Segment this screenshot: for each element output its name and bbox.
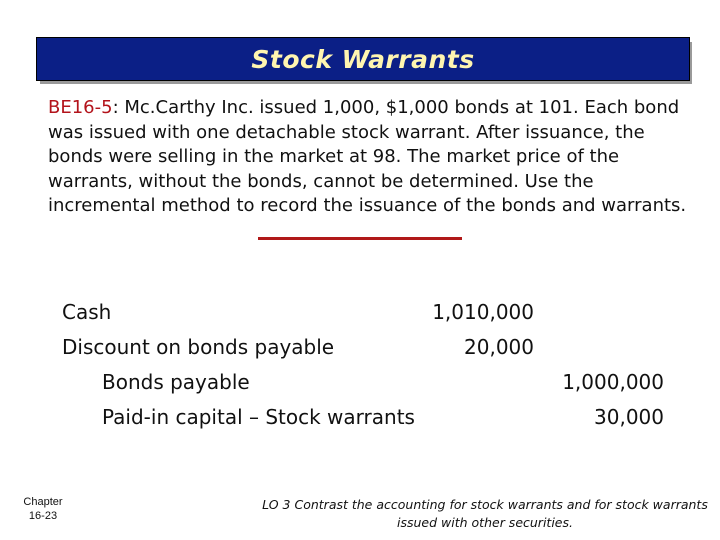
learning-objective: LO 3 Contrast the accounting for stock warrants and for stock warrants issued with other securities. [262,497,708,530]
debit-account-cash: Cash [62,300,112,324]
credit-account-bonds: Bonds payable [102,370,250,394]
problem-text: : Mc.Carthy Inc. issued 1,000, $1,000 bonds at 101. Each bond was issued with one detachable stock warrant. After issuance, the bonds were selling in the market at 98. The market price of the warrants, without the bonds, cannot be determined. Use the incremental method to record the issuance of the bonds and warrants. [48,97,687,216]
credit-amount-bonds: 1,000,000 [562,370,664,394]
debit-amount-discount: 20,000 [464,335,534,359]
slide-title: Stock Warrants [251,44,475,74]
credit-amount-warrants: 30,000 [594,405,664,429]
title-bar [36,37,690,81]
credit-account-warrants: Paid-in capital – Stock warrants [102,405,415,429]
problem-id: BE16-5 [48,97,113,118]
page-number: 16-23 [28,510,58,522]
debit-amount-cash: 1,010,000 [432,300,534,324]
problem-statement [48,96,698,219]
debit-account-discount: Discount on bonds payable [62,335,335,359]
emphasis-underline [258,237,462,240]
chapter-footer [16,495,70,523]
chapter-label: Chapter [23,496,63,508]
